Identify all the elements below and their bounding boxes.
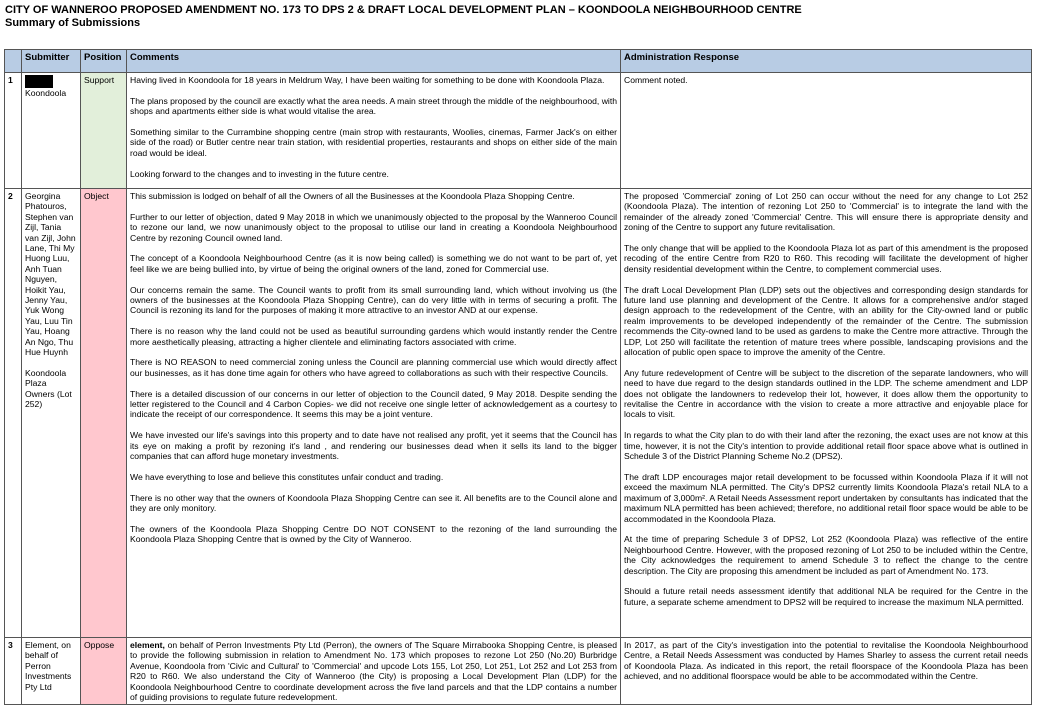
submitter-cell bbox=[22, 73, 81, 189]
comment-text: on behalf of Perron Investments Pty Ltd (Perron), the owners of The Square Mirrabooka Shopping Centre, is pleased to provide the following submission in relation to Amendment No. 173 which proposes to rezone Lot 250 (No.20) Burbridge Avenue, Koondoola from 'Civic and Cultural' to 'Commercial' and upcode Lots 155, Lot 250, Lot 251, Lot 252 and Lot 253 from R20 to R60. We also understand the City of Wanneroo (the City) is proposing a Local Development Plan (LDP) for the Koondoola Neighbourhood Centre to coordinate development across the five land parcels and that the LDP contains a number of guiding provisions to regulate future redevelopment. bbox=[130, 640, 617, 703]
comment-paragraph: There is no other way that the owners of Koondoola Plaza Shopping Centre can see it. All benefits are to the Council alone and they are only monitory. bbox=[130, 492, 617, 514]
submitter-name: Element, on behalf of Perron Investments Pty Ltd bbox=[25, 640, 72, 692]
response-cell bbox=[621, 73, 1032, 189]
column-header-comments: Comments bbox=[127, 50, 621, 73]
submissions-table bbox=[4, 49, 1032, 705]
response-paragraph: In 2017, as part of the City's investigation into the potential to revitalise the Koondoola Neighbourhood Centre, a Retail Needs Assessment was conducted by Hames Sharley to assess the current retail needs of Koondoola Plaza. As indicated in this report, the retail floorspace of the Koondoola Plaza has been achieved, and no additional floorspace would be able to be accommodated within the Centre. bbox=[624, 640, 1028, 682]
response-paragraph: At the time of preparing Schedule 3 of DPS2, Lot 252 (Koondoola Plaza) was reflective of the entire Neighbourhood Centre. However, with the proposed rezoning of Lot 250 to be included within the Centre, the City acknowledges the requirement to amend Schedule 3 to reflect the change to the centre description. The City are proposing this amendment be included as part of Amendment No. 173. bbox=[624, 534, 1028, 576]
position-badge: Oppose bbox=[81, 638, 127, 705]
column-header-position: Position bbox=[81, 50, 127, 73]
comment-paragraph: Further to our letter of objection, dated 9 May 2018 in which we unanimously objected to the proposal by the Wanneroo Council to rezone our land, we now unanimously object to the proposal to utilise our land in creating a Koondoola Neighbourhood Centre by rezoning Council owned land. bbox=[130, 211, 617, 243]
comment-paragraph: Something similar to the Currambine shopping centre (main strop with restaurants, Woolies, cinemas, Farmer Jack's on either side of the road) or Butler centre near train station, with residential properties, restaurants and shops on either side of the main road would be ideal. bbox=[130, 127, 617, 158]
comment-paragraph: Looking forward to the changes and to investing in the future centre. bbox=[130, 168, 389, 179]
submitter-organisation: Koondoola Plaza Owners (Lot 252) bbox=[25, 367, 72, 410]
table-row bbox=[5, 189, 1032, 638]
column-header-response: Administration Response bbox=[621, 50, 1032, 73]
column-header-num bbox=[5, 50, 22, 73]
response-paragraph: Should a future retail needs assessment identify that additional NLA be required for the Centre in the future, a separate scheme amendment to DPS2 will be required to increase the maximum NLA permitted. bbox=[624, 586, 1028, 607]
comments-cell bbox=[127, 638, 621, 705]
comments-cell bbox=[127, 73, 621, 189]
comment-paragraph: Our concerns remain the same. The Council wants to profit from its small surrounding land, which without involving us (the owners of the businesses at the Koondoola Plaza Shopping Centre), can do very little with in terms of securing a profit. The Council is rezoning its land for the purposes of making it more attractive to an investor AND at our expense. bbox=[130, 284, 617, 316]
response-paragraph: Comment noted. bbox=[624, 75, 688, 85]
row-number: 2 bbox=[5, 189, 22, 638]
position-badge: Object bbox=[81, 189, 127, 638]
submitter-cell bbox=[22, 638, 81, 705]
comment-paragraph: There is no reason why the land could not be used as beautiful surrounding gardens which would instantly render the Centre more aesthetically pleasing, attracting a higher clientele and eliminating factors associated with crime. bbox=[130, 326, 617, 347]
response-paragraph: The proposed 'Commercial' zoning of Lot 250 can occur without the need for any change to Lot 252 (Koondoola Plaza). The intention of rezoning Lot 250 to 'Commercial' is to integrate the land with the remainder of the already zoned 'Commercial' Centre. This will ensure there is appropriate density and zoning of the Centre to support any future revitalisation. bbox=[624, 191, 1028, 233]
comment-paragraph: There is a detailed discussion of our concerns in our letter of objection to the Council dated, 9 May 2018. Despite sending the letter registered to the Council and 4 Carbon Copies- we did not receive one single letter of acknowledgement as a courtesy to indicate the receipt of our correspondence. It seems this may be a joint venture. bbox=[130, 388, 617, 420]
response-paragraph: In regards to what the City plan to do with their land after the rezoning, the exact uses are not know at this time, however, it is not the City's intention to provide additional retail floor space above what is outlined in Schedule 3 of the District Planning Scheme No.2 (DPS2). bbox=[624, 430, 1028, 462]
document-subtitle: Summary of Submissions bbox=[5, 17, 141, 29]
row-number: 3 bbox=[5, 638, 22, 705]
comment-paragraph: This submission is lodged on behalf of all the Owners of all the Businesses at the Koondoola Plaza Shopping Centre. bbox=[130, 191, 575, 201]
document-header bbox=[5, 4, 802, 30]
comment-paragraph bbox=[130, 640, 617, 702]
response-cell bbox=[621, 189, 1032, 638]
comments-cell bbox=[127, 189, 621, 638]
response-paragraph: Any future redevelopment of Centre will be subject to the discretion of the separate landowners, who will need to have due regard to the design standards outlined in the LDP. The scheme amendment and LDP does not obligate the landowners to redevelop their lot, however, it does allow them the opportunity to revitalise the Centre in accordance with the vision to create a more attractive and enjoyable place for locals to visit. bbox=[624, 367, 1028, 420]
position-badge: Support bbox=[81, 73, 127, 189]
table-header-row bbox=[5, 50, 1032, 73]
table-row bbox=[5, 638, 1032, 705]
comment-paragraph: The plans proposed by the council are exactly what the area needs. A main street through the middle of the neighbourhood, with shops and apartments either side is what would vitalise the area. bbox=[130, 95, 617, 117]
row-number: 1 bbox=[5, 73, 22, 189]
company-name: element, bbox=[130, 640, 165, 650]
document-title: CITY OF WANNEROO PROPOSED AMENDMENT NO. 173 TO DPS 2 & DRAFT LOCAL DEVELOPMENT PLAN – KOONDOOLA NEIGHBOURHOOD CENTRE bbox=[5, 4, 802, 16]
submitter-cell bbox=[22, 189, 81, 638]
response-cell bbox=[621, 638, 1032, 705]
comment-paragraph: The concept of a Koondoola Neighbourhood Centre (as it is now being called) is something we do not want to be part of, yet feel like we are being bullied into, by virtue of being the original owners of the land, zoned for Commercial use. bbox=[130, 253, 617, 274]
response-paragraph: The only change that will be applied to the Koondoola Plaza lot as part of this amendment is the proposed recoding of the entire Centre from R20 to R60. This recoding will facilitate the development of higher density residential development within the Centre, to complement commercial uses. bbox=[624, 243, 1028, 274]
comment-paragraph: We have everything to lose and believe this constitutes unfair conduct and trading. bbox=[130, 471, 444, 482]
response-paragraph: The draft LDP encourages major retail development to be focussed within Koondoola Plaza if it will not exceed the maximum NLA permitted. The City's DPS2 currently limits Koondoola Plaza's retail NLA to a maximum of 3,000m². A Retail Needs Assessment report undertaken by consultants has indicated that the maximum NLA permitted has been achieved; therefore, no additional retail floor space would be able to be accommodated in the Koondoola Plaza. bbox=[624, 471, 1028, 524]
submitter-name: Georgina Phatouros, Stephen van Zijl, Tania van Zijl, John Lane, Thi My Huong Luu, Anh Tuan Nguyen, Hoikit Yau, Jenny Yau, Yuk Wong Yau, Luu Tin Yau, Hoang An Ngo, Thu Hue Huynh bbox=[25, 191, 76, 358]
response-paragraph: The draft Local Development Plan (LDP) sets out the objectives and corresponding design standards for future land use planning and development of the Centre. It allows for a comprehensive and/or staged design approach to the redevelopment of the Centre, with an ability for the City-owned land or public realm improvements to be developed independently of the remainder of the Centre. The submission recommends the City-owned land to be used as gardens to make the Centre more attractive. Through the LDP, Lot 250 will facilitate the retention of mature trees where possible, landscaping provisions and the allocation of public open space to improve the amenity of the Centre. bbox=[624, 284, 1028, 358]
redacted-name bbox=[25, 75, 53, 88]
comment-paragraph: There is NO REASON to need commercial zoning unless the Council are planning commercial use which would directly affect our businesses, as it has done time again for others who have agreed to collaborations as such with their respective Councils. bbox=[130, 357, 617, 378]
table-row bbox=[5, 73, 1032, 189]
comment-paragraph: We have invested our life's savings into this property and to date have not realised any profit, yet it seems that the Council has its eye on making a profit by rezoning it's land , and rendering our businesses dead when it sells its land to the bigger companies that can afford huge monetary investments. bbox=[130, 430, 617, 462]
comment-paragraph: The owners of the Koondoola Plaza Shopping Centre DO NOT CONSENT to the rezoning of the land surrounding the Koondoola Plaza Shopping Centre that is owned by the City of Wanneroo. bbox=[130, 523, 617, 545]
submitter-name: Koondoola bbox=[25, 88, 67, 98]
column-header-submitter: Submitter bbox=[22, 50, 81, 73]
comment-paragraph: Having lived in Koondoola for 18 years in Meldrum Way, I have been waiting for something to be done with Koondoola Plaza. bbox=[130, 75, 605, 85]
